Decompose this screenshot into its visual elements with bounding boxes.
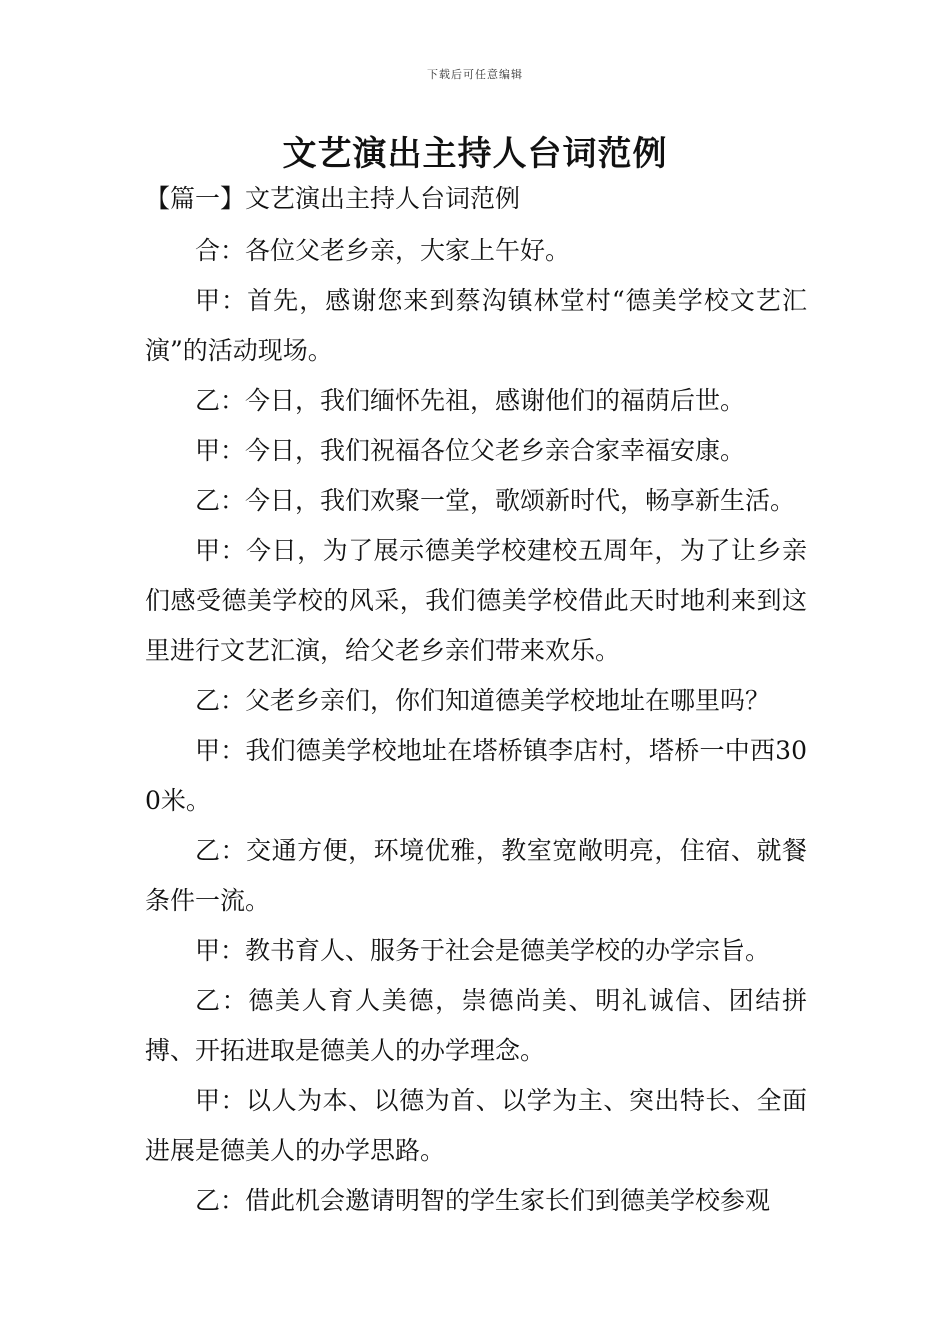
header-note: 下载后可任意编辑 — [427, 68, 523, 81]
paragraph: 乙：父老乡亲们，你们知道德美学校地址在哪里吗？ — [195, 686, 771, 715]
paragraph: 乙：借此机会邀请明智的学生家长们到德美学校参观 — [195, 1186, 771, 1215]
paragraph: 乙：德美人育人美德，崇德尚美、明礼诚信、团结拼搏、开拓进取是德美人的办学理念。 — [145, 986, 807, 1065]
paragraph: 甲：我们德美学校地址在塔桥镇李店村，塔桥一中西300米。 — [145, 736, 807, 815]
paragraph: 甲：以人为本、以德为首、以学为主、突出特长、全面进展是德美人的办学思路。 — [145, 1086, 807, 1165]
paragraph: 甲：今日，我们祝福各位父老乡亲合家幸福安康。 — [195, 436, 746, 465]
paragraph: 乙：今日，我们欢聚一堂，歌颂新时代，畅享新生活。 — [195, 486, 796, 515]
paragraph: 甲：今日，为了展示德美学校建校五周年，为了让乡亲们感受德美学校的风采，我们德美学校借此天时地利来到这里进行文艺汇演，给父老乡亲们带来欢乐。 — [145, 536, 807, 665]
section-heading: 【篇一】文艺演出主持人台词范例 — [145, 184, 521, 213]
paragraph: 甲：教书育人、服务于社会是德美学校的办学宗旨。 — [195, 936, 771, 965]
paragraph: 乙：交通方便，环境优雅，教室宽敞明亮，住宿、就餐条件一流。 — [145, 836, 807, 915]
paragraph: 乙：今日，我们缅怀先祖，感谢他们的福荫后世。 — [195, 386, 746, 415]
body-text — [145, 226, 807, 1226]
document-title: 文艺演出主持人台词范例 — [282, 134, 668, 174]
paragraph: 合：各位父老乡亲，大家上午好。 — [195, 236, 571, 265]
paragraph: 甲：首先，感谢您来到蔡沟镇林堂村“德美学校文艺汇演”的活动现场。 — [145, 286, 807, 365]
